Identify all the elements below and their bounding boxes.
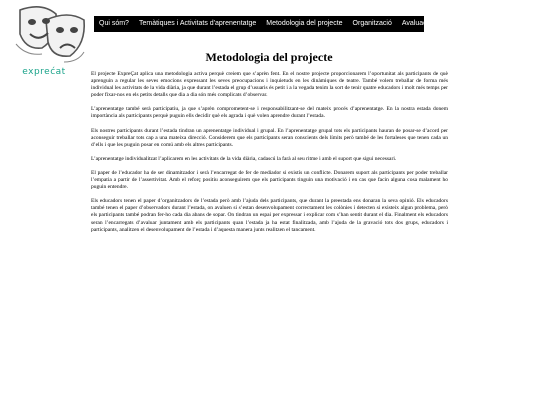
nav-item-tematiques[interactable]: Temàtiques i Activitats d'aprenentatge [138, 20, 257, 27]
paragraph: El paper de l’educador ha de ser dinamitzador i serà l’encarregat de fer de mediador si existís un conflicte. Donarem suport als participants per poder treballar l’empatia a partir de l’assertivitat. Amb el reforç positiu aconseguirem que els participants tinguin una motivació i en cas que facin alguna cosa malament ho puguin entendre. [91, 169, 448, 191]
paragraph: Els educadors tenen el paper d’organitzadors de l’estada però amb l’ajuda dels participants, que durant la preestada ens donaran la seva opinió. Els educadors també tenen el paper d’observadors durant l’estada, on avaluen si s’estan desenvolupament correctament les colònies i detecten si existeix algun problema, però els participants també podran fer-ho cada dia abans de sopar. On tindran un espai per expressar i explicar com s’han sentit durant el dia. Finalment els educadors seran l’encarregats d’avaluar juntament amb els participants quan l’estada ja ha estat finalitzada, amb l’ajuda de la gravació tots dos grups, educadors i participants, analitzen el desenvolupament de l’estada i d’aquesta manera junts realitzen el tancament. [91, 198, 448, 233]
nav-item-qui-som[interactable]: Qui sóm? [99, 20, 129, 27]
logo[interactable] [12, 4, 90, 80]
logo-text: exprećat [22, 67, 66, 77]
paragraph: L’aprenentatge individualitzat l’aplicarem en les activitats de la vida diària, cadascú la farà al seu ritme i amb el suport que sigui necessari. [91, 155, 397, 162]
paragraph: Els nostres participants durant l’estada tindran un aprenentatge individual i grupal. En l’aprenentatge grupal tots els participants hauran de posar-se d’acord per aconseguir treballar tots cap a una mateixa direcció. Considerem que els participants seran conscients dels límits però també de les fortaleses que tenen cada un d’ells i que les puguin posar en comú amb els altres participants. [91, 127, 448, 148]
main-content [91, 71, 448, 241]
paragraph: L’aprenentatge també serà participatiu, ja que s’aprèn comprometent-se i responsabilitzant-se del mateix procés d’aprenentatge. En la nostra estada donem importància als participants perquè puguin ells decidir què els agrada i què volen aprendre durant l’estada. [91, 106, 448, 120]
nav-item-organitzacio[interactable]: Organització [352, 20, 392, 27]
nav-item-metodologia[interactable]: Metodologia del projecte [266, 20, 343, 27]
paragraph: El projecte ExpreÇat aplica una metodologia activa perquè creiem que s’aprèn fent. En el nostre projecte proporcionarem l’oportunitat als participants de què aprenguin a regular les seves emocions expressant les seves preocupacions i inquietuds en les dinàmiques de teatre. També volem treballar de forma més individual les activitats de la vida diària, ja que durant l’estada el grup d’usuaris és petit i a la vegada tenim la sort de tenir quatre educadors i molt més temps per poder fixar-nos en els petits detalls que dia a dia són més complicats d’observar. [91, 71, 448, 99]
main-nav [94, 16, 433, 32]
theatre-masks-icon [12, 4, 90, 68]
page-title: Metodologia del projecte [205, 50, 333, 64]
nav-item-avaluacio[interactable]: Avaluació [401, 20, 433, 27]
